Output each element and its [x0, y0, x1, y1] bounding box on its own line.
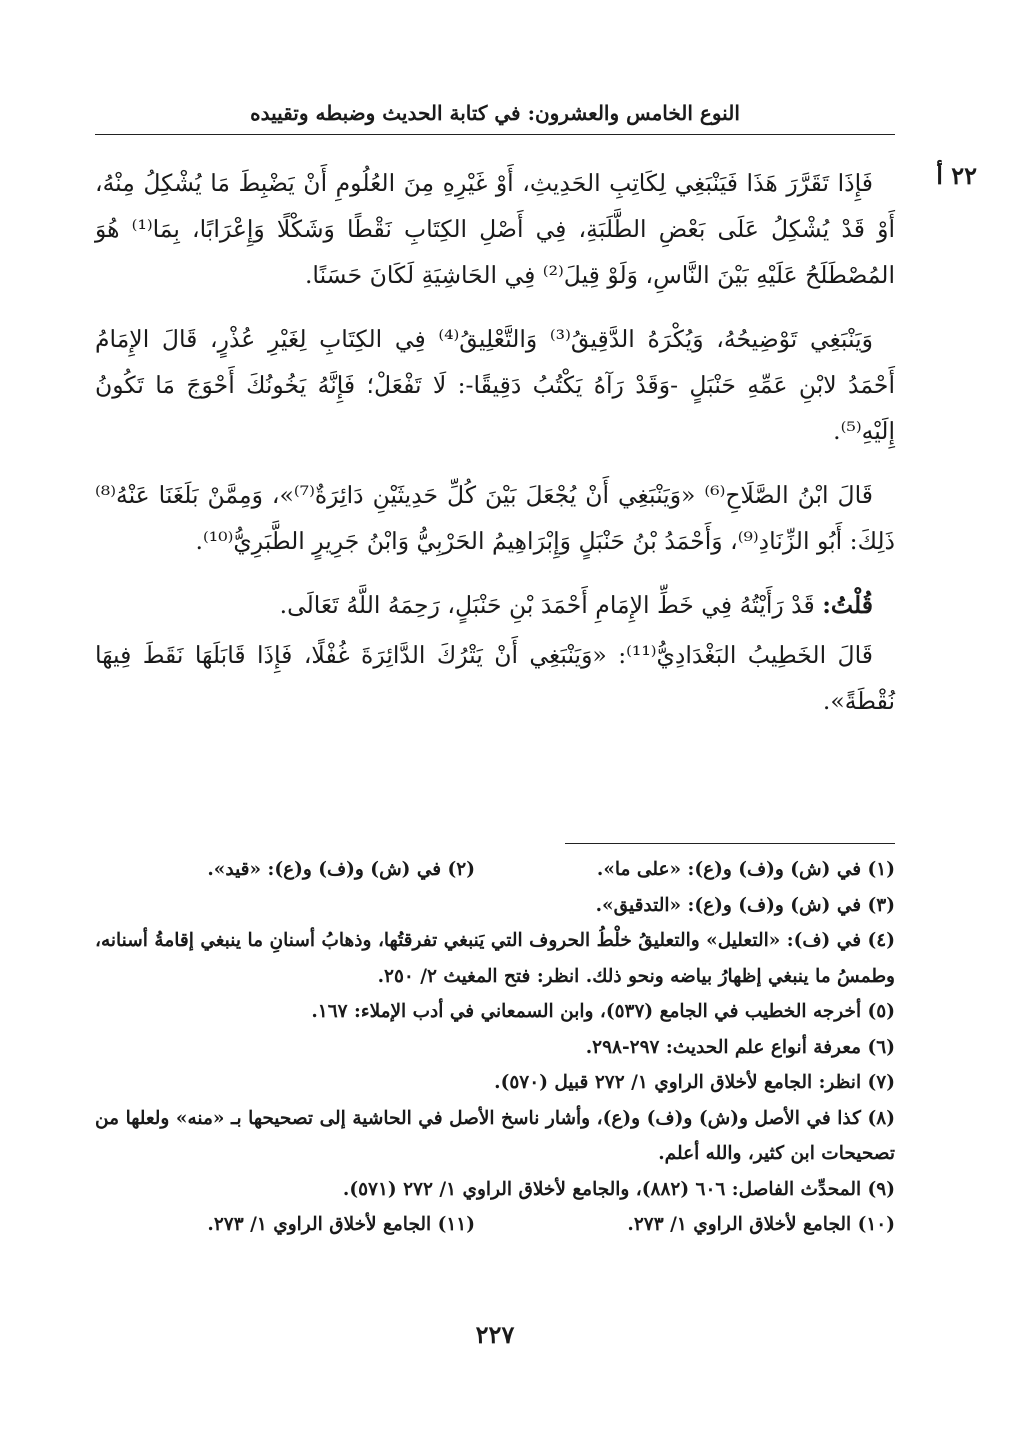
- book-page: [95, 90, 977, 1410]
- footnotes: [95, 852, 895, 1243]
- running-title: النوع الخامس والعشرون: في كتابة الحديث وضبطه وتقييده: [250, 101, 740, 125]
- header-rule: [95, 134, 895, 135]
- main-text: [95, 160, 895, 742]
- paragraph-2: وَيَنْبَغِي تَوْضِيحُهُ، وَيُكْرَهُ الدَّقِيقُ⁽³⁾ وَالتَّعْلِيقُ⁽⁴⁾ فِي الكِتَابِ لِغَيْرِ عُذْرٍ، قَالَ الإِمَامُ أَحْمَدُ لابْنِ عَمِّهِ حَنْبَلٍ -وَقَدْ رَآهُ يَكْتُبُ دَقِيقًا-: لَا تَفْعَلْ؛ فَإِنَّهُ يَخُونُكَ أَحْوَجَ مَا تَكُونُ إِلَيْهِ⁽⁵⁾.: [95, 325, 895, 445]
- footnote-1: (١) في (ش) و(ف) و(ع): «على ما».: [596, 859, 895, 880]
- footnote-row: [95, 852, 895, 888]
- page-number: ٢٢٧: [475, 1320, 515, 1349]
- footnote-3: (٣) في (ش) و(ف) و(ع): «التدقيق».: [595, 894, 895, 916]
- footnote-2: (٢) في (ش) و(ف) و(ع): «قيد».: [207, 859, 475, 880]
- footnote-8: (٨) كذا في الأصل و(ش) و(ف) و(ع)، وأشار ناسخ الأصل في الحاشية إلى تصحيحها بـ «منه» ولعلها من تصحيحات ابن كثير، والله أعلم.: [95, 1107, 895, 1164]
- footnote-10: (١٠) الجامع لأخلاق الراوي ١/ ٢٧٣.: [627, 1214, 895, 1235]
- footnote-4: (٤) في (ف): «التعليل» والتعليقُ خلْطُ الحروف التي يَنبغي تفرقتُها، وذهابُ أسنانِ ما ينبغي إقامةُ أسنانه، وطمسُ ما ينبغي إظهارُ بياضه ونحو ذلك. انظر: فتح المغيث ٢/ ٢٥٠.: [95, 930, 895, 987]
- paragraph-3: قَالَ ابْنُ الصَّلَاحِ⁽⁶⁾ «وَيَنْبَغِي أَنْ يُجْعَلَ بَيْنَ كُلِّ حَدِيثَيْنِ دَائِرَةٌ⁽⁷⁾»، وَمِمَّنْ بَلَغَنَا عَنْهُ⁽⁸⁾ ذَلِكَ: أَبُو الزِّنَادِ⁽⁹⁾، وَأَحْمَدُ بْنُ حَنْبَلٍ وَإِبْرَاهِيمُ الحَرْبِيُّ وَابْنُ جَرِيرٍ الطَّبَرِيُّ⁽¹⁰⁾.: [95, 481, 895, 555]
- paragraph-1: فَإِذَا تَقَرَّرَ هَذَا فَيَنْبَغِي لِكَاتِبِ الحَدِيثِ، أَوْ غَيْرِهِ مِنَ العُلُومِ أَنْ يَضْبِطَ مَا يُشْكِلُ مِنْهُ، أَوْ قَدْ يُشْكِلُ عَلَى بَعْضِ الطَّلَبَةِ، فِي أَصْلِ الكِتَابِ نَقْطًا وَشَكْلًا وَإِعْرَابًا، بِمَا⁽¹⁾ هُوَ المُصْطَلَحُ عَلَيْهِ بَيْنَ النَّاسِ، وَلَوْ قِيلَ⁽²⁾ فِي الحَاشِيَةِ لَكَانَ حَسَنًا.: [95, 169, 895, 289]
- qult-text: قَدْ رَأَيْتُهُ فِي خَطِّ الإِمَامِ أَحْمَدَ بْنِ حَنْبَلٍ، رَحِمَهُ اللَّهُ تَعَالَى.: [279, 591, 815, 619]
- footnote-rule: [565, 843, 895, 844]
- footnote-row: [95, 1207, 895, 1243]
- qult-paragraph: [95, 582, 895, 628]
- footnote-11: (١١) الجامع لأخلاق الراوي ١/ ٢٧٣.: [207, 1214, 475, 1235]
- manuscript-folio-marker: ٢٢ أ: [936, 161, 977, 190]
- footnote-6: (٦) معرفة أنواع علم الحديث: ٢٩٧-٢٩٨.: [585, 1036, 895, 1058]
- qult-label: قُلْتُ:: [822, 591, 873, 619]
- footnote-5: (٥) أخرجه الخطيب في الجامع (٥٣٧)، وابن السمعاني في أدب الإملاء: ١٦٧.: [311, 1001, 895, 1022]
- footnote-7: (٧) انظر: الجامع لأخلاق الراوي ١/ ٢٧٢ قبيل (٥٧٠).: [494, 1072, 895, 1093]
- paragraph-last: قَالَ الخَطِيبُ البَغْدَادِيُّ⁽¹¹⁾: «وَيَنْبَغِي أَنْ يَتْرُكَ الدَّائِرَةَ غُفْلًا، فَإِذَا قَابَلَهَا نَقَطَ فِيهَا نُقْطَةً».: [95, 641, 895, 715]
- footnote-9: (٩) المحدِّث الفاصل: ٦٠٦ (٨٨٢)، والجامع لأخلاق الراوي ١/ ٢٧٢ (٥٧١).: [342, 1178, 895, 1200]
